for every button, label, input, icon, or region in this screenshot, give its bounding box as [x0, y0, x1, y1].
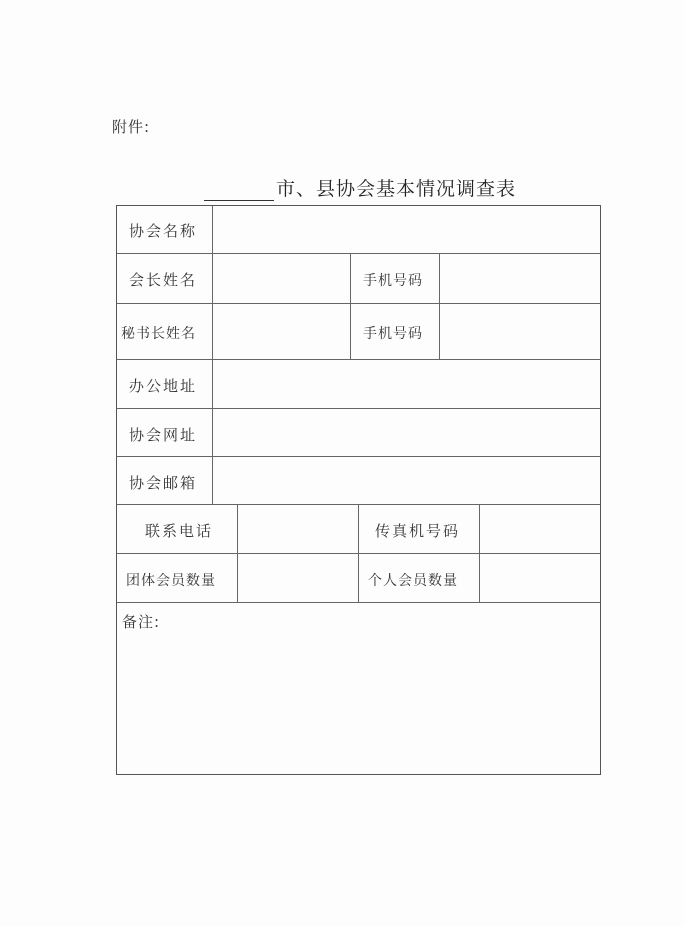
secretary-name-label: 秘书长姓名 [121, 326, 196, 342]
website-label: 协会网址 [129, 426, 198, 444]
group-members-field[interactable] [239, 555, 357, 601]
attachment-label: 附件: [112, 118, 151, 136]
row-divider [117, 359, 600, 360]
column-divider [237, 504, 238, 602]
president-name-field[interactable] [214, 255, 349, 302]
remarks-field[interactable] [119, 634, 598, 772]
office-address-field[interactable] [214, 361, 598, 407]
remarks-label: 备注: [122, 613, 161, 631]
row-divider [117, 408, 600, 409]
form-title-text: 市、县协会基本情况调查表 [276, 178, 517, 200]
column-divider [350, 253, 351, 359]
row-divider [117, 253, 600, 254]
president-mobile-field[interactable] [441, 255, 598, 302]
row-divider [117, 456, 600, 457]
website-field[interactable] [214, 410, 598, 455]
phone-label: 联系电话 [145, 522, 214, 540]
column-divider [358, 504, 359, 602]
city-name-blank[interactable] [204, 180, 274, 201]
secretary-mobile-field[interactable] [441, 305, 598, 358]
secretary-name-field[interactable] [214, 305, 349, 358]
column-divider [479, 504, 480, 602]
president-name-label: 会长姓名 [129, 271, 198, 289]
survey-form-table [116, 205, 601, 775]
fax-field[interactable] [481, 506, 598, 552]
row-divider [117, 602, 600, 603]
association-name-field[interactable] [214, 207, 598, 252]
president-mobile-label: 手机号码 [363, 273, 423, 289]
group-members-label: 团体会员数量 [126, 573, 216, 589]
secretary-mobile-label: 手机号码 [363, 326, 423, 342]
column-divider [439, 253, 440, 359]
individual-members-label: 个人会员数量 [368, 573, 458, 589]
individual-members-field[interactable] [481, 555, 598, 601]
column-divider [212, 206, 213, 504]
email-field[interactable] [214, 458, 598, 503]
email-label: 协会邮箱 [129, 474, 198, 492]
form-title [204, 174, 516, 201]
row-divider [117, 303, 600, 304]
association-name-label: 协会名称 [129, 222, 198, 240]
phone-field[interactable] [239, 506, 357, 552]
fax-label: 传真机号码 [375, 522, 461, 540]
office-address-label: 办公地址 [129, 377, 198, 395]
